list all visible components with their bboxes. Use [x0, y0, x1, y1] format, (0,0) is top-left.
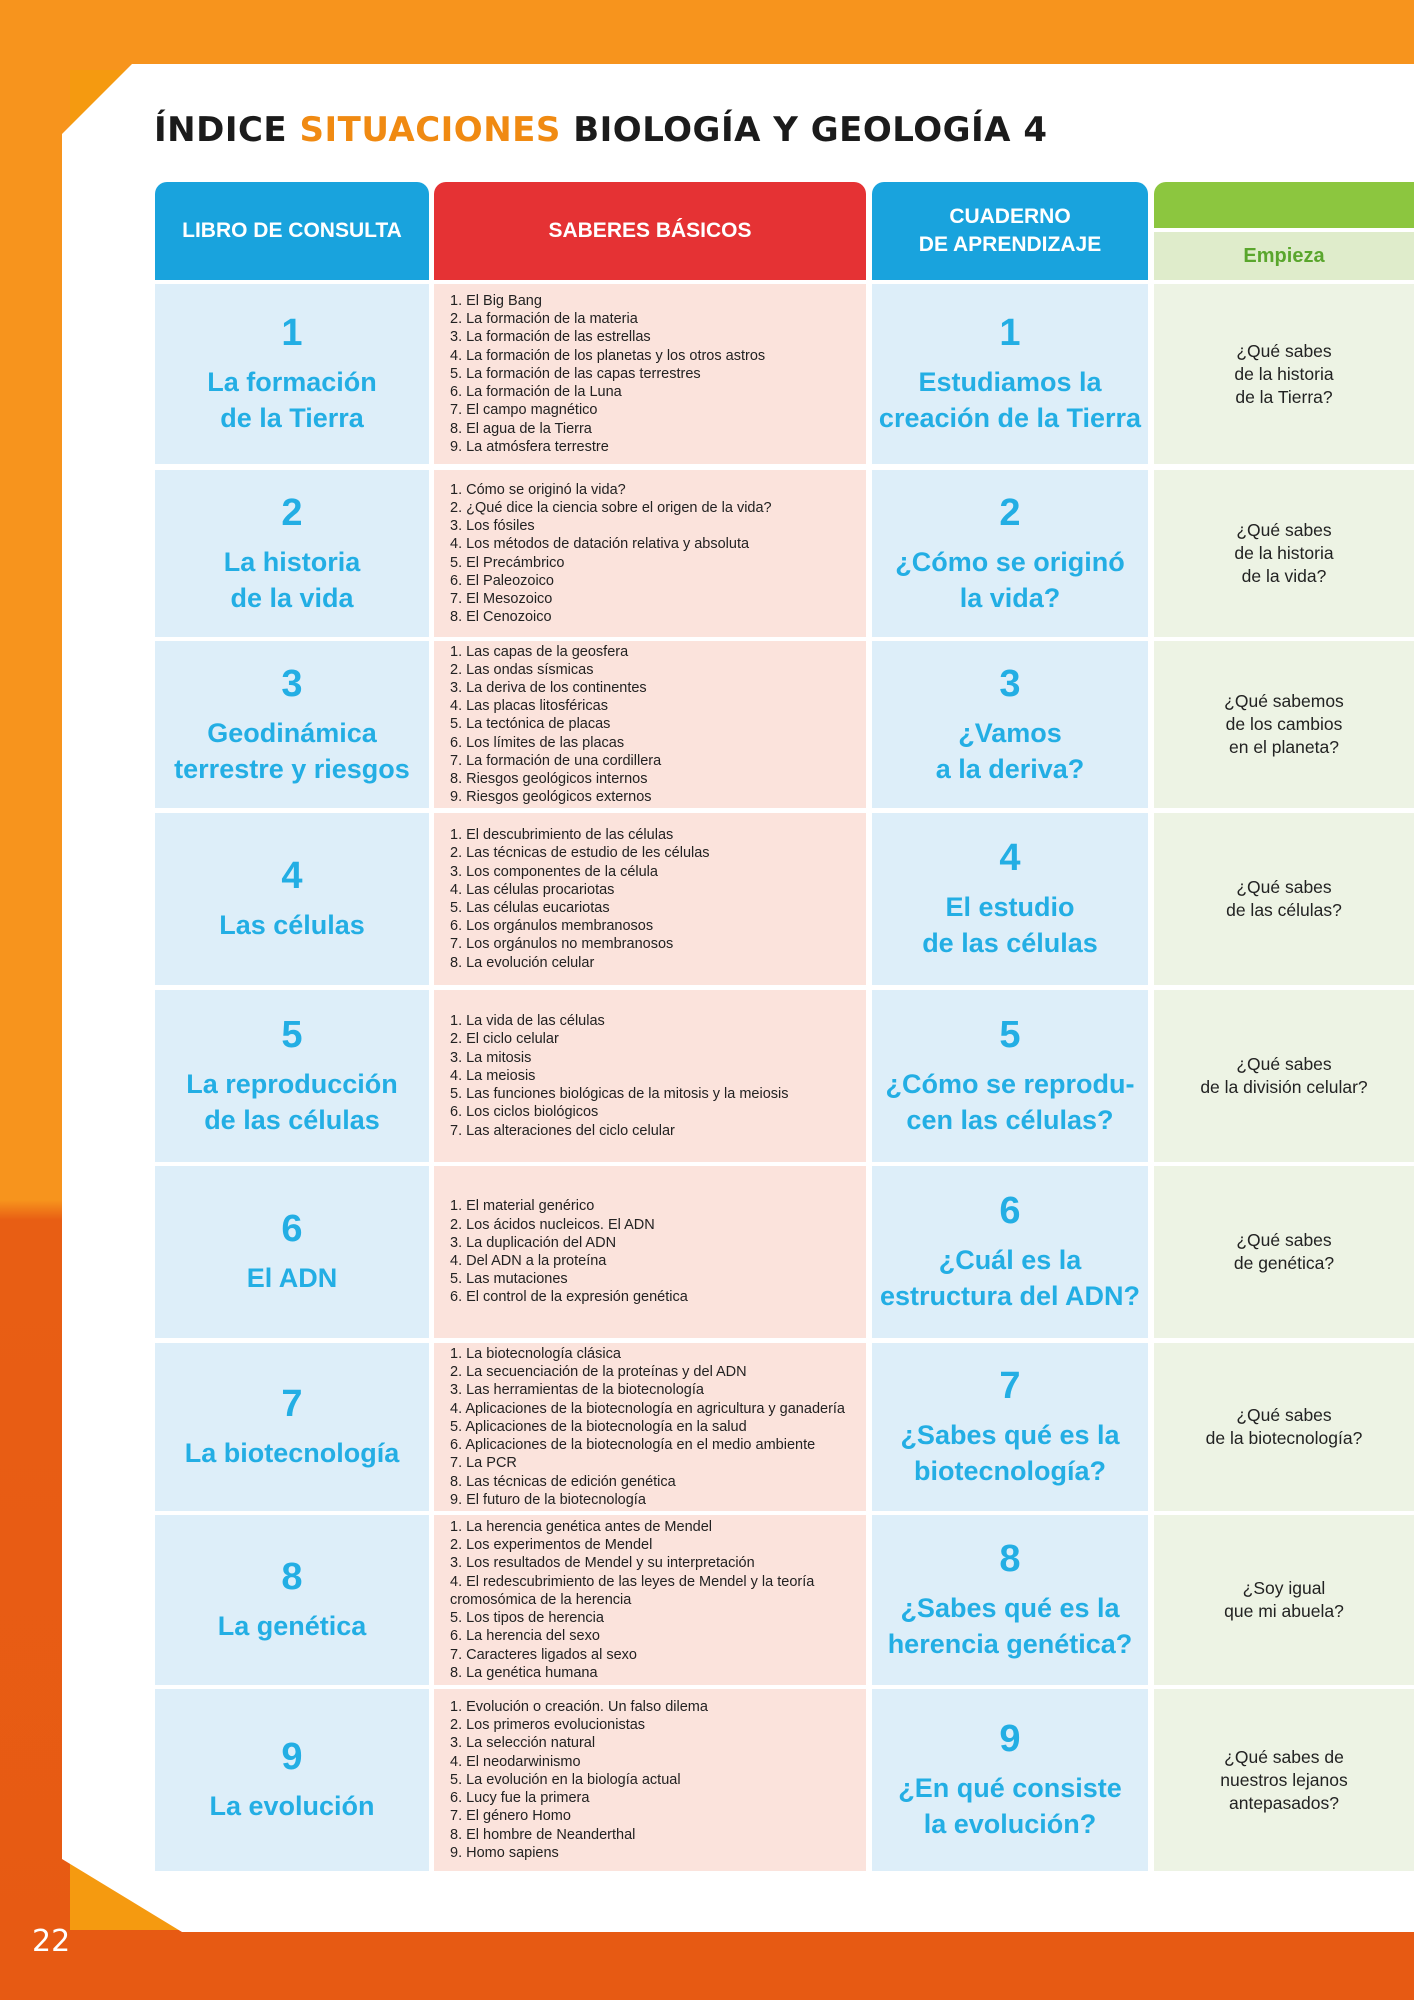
saber-item: 4. La formación de los planetas y los otros astros [450, 347, 766, 364]
empieza-question: ¿Qué sabes de nuestros lejanos antepasados? [1220, 1746, 1348, 1813]
saber-item: 4. El neodarwinismo [450, 1753, 581, 1770]
situation-title: ¿En qué consiste la evolución? [898, 1773, 1122, 1839]
unit-number: 5 [281, 1014, 303, 1056]
unit-title: La genética [217, 1611, 367, 1641]
table-row [155, 1343, 1414, 1511]
saber-item: 6. Los orgánulos membranosos [450, 918, 654, 935]
saberes-list [450, 1515, 860, 1685]
top-orange-band [0, 0, 1414, 70]
cuaderno-block [872, 990, 1148, 1162]
libro-block [155, 470, 429, 637]
table-row [155, 1166, 1414, 1338]
table-row [155, 641, 1414, 808]
cuaderno-block [872, 1515, 1148, 1685]
empieza-question: ¿Qué sabemos de los cambios en el planeta? [1224, 691, 1344, 757]
libro-cell [155, 1343, 429, 1511]
header-cuaderno-label: CUADERNO DE APRENDIZAJE [918, 205, 1102, 256]
empieza-question: ¿Soy igual que mi abuela? [1224, 1578, 1344, 1621]
situation-title: Estudiamos la creación de la Tierra [878, 367, 1142, 433]
saber-item: 5. Aplicaciones de la biotecnología en la salud [450, 1418, 747, 1435]
libro-block [155, 641, 429, 808]
saber-item: 6. El control de la expresión genética [450, 1289, 688, 1306]
saberes-cell [434, 470, 866, 637]
saber-item: 2. La secuenciación de la proteínas y del ADN [450, 1364, 747, 1381]
header-cuaderno [872, 182, 1148, 280]
cuaderno-cell [872, 1343, 1148, 1511]
saber-item: 2. Los experimentos de Mendel [450, 1537, 653, 1554]
saber-item: 7. Caracteres ligados al sexo [450, 1646, 637, 1663]
saber-item: 8. La genética humana [450, 1664, 598, 1681]
saber-item: 8. Las técnicas de edición genética [450, 1473, 676, 1490]
unit-title: Geodinámica terrestre y riesgos [174, 717, 410, 784]
unit-number: 7 [281, 1383, 303, 1425]
unit-title: La evolución [209, 1791, 375, 1821]
situation-number: 9 [999, 1718, 1021, 1760]
saberes-list [450, 990, 860, 1162]
saberes-list [450, 1343, 860, 1511]
saberes-list [450, 284, 860, 464]
libro-block [155, 990, 429, 1162]
unit-title: Las células [219, 910, 365, 940]
unit-number: 2 [281, 491, 303, 534]
unit-number: 1 [281, 312, 303, 354]
libro-cell [155, 1166, 429, 1338]
situation-title: ¿Cuál es la estructura del ADN? [879, 1245, 1141, 1311]
saber-item: 3. Los resultados de Mendel y su interpretación [450, 1555, 755, 1572]
cuaderno-cell [872, 1515, 1148, 1685]
saber-item: 3. Las herramientas de la biotecnología [450, 1382, 704, 1399]
saber-item: 4. Las placas litosféricas [450, 698, 608, 715]
saber-item: 9. Homo sapiens [450, 1844, 559, 1861]
situation-number: 3 [999, 662, 1021, 705]
left-orange-band [0, 0, 70, 2000]
saberes-cell [434, 284, 866, 464]
saber-item: 3. Los fósiles [450, 518, 535, 535]
saber-item: 1. El material genérico [450, 1198, 595, 1215]
situation-number: 6 [999, 1190, 1021, 1232]
title-part1: ÍNDICE [154, 110, 300, 150]
unit-title: El ADN [246, 1263, 338, 1293]
saber-item: 9. El futuro de la biotecnología [450, 1491, 646, 1508]
saber-item: 3. La duplicación del ADN [450, 1234, 617, 1251]
saber-item: 1. La herencia genética antes de Mendel [450, 1519, 712, 1536]
empieza-cell [1154, 284, 1414, 464]
saber-item: 7. Los orgánulos no membranosos [450, 936, 674, 953]
saberes-cell [434, 813, 866, 985]
saber-item: 5. Los tipos de herencia [450, 1610, 604, 1627]
saber-item: 5. Las funciones biológicas de la mitosis y la meiosis [450, 1086, 789, 1103]
situation-title: ¿Vamos a la deriva? [935, 717, 1085, 784]
table-row [155, 284, 1414, 464]
header-green-bar [1154, 182, 1414, 228]
situation-title: El estudio de las células [922, 892, 1098, 958]
header-libro-de-consulta: LIBRO DE CONSULTA [155, 182, 429, 280]
libro-block [155, 1515, 429, 1685]
saber-item: 7. La PCR [450, 1455, 517, 1472]
unit-number: 9 [281, 1736, 303, 1778]
unit-title: La historia de la vida [223, 546, 361, 613]
situation-number: 5 [999, 1014, 1021, 1056]
saberes-cell [434, 1343, 866, 1511]
saber-item: 6. Los ciclos biológicos [450, 1104, 599, 1121]
page-number: 22 [32, 1924, 71, 1959]
empieza-question: ¿Qué sabes de la biotecnología? [1205, 1405, 1363, 1448]
libro-cell [155, 990, 429, 1162]
unit-number: 3 [281, 662, 303, 705]
saberes-list [450, 1166, 860, 1338]
table-row [155, 990, 1414, 1162]
saberes-list [450, 1689, 860, 1871]
saberes-cell [434, 1166, 866, 1338]
saber-item: 8. Riesgos geológicos internos [450, 771, 648, 787]
saber-item: 2. Los primeros evolucionistas [450, 1717, 646, 1734]
table-row [155, 1515, 1414, 1685]
libro-cell [155, 470, 429, 637]
empieza-cell [1154, 990, 1414, 1162]
saber-item: 6. Aplicaciones de la biotecnología en el medio ambiente [450, 1437, 816, 1454]
saber-item: 4. El redescubrimiento de las leyes de Mendel y la teoría cromosómica de la herencia [450, 1573, 815, 1608]
saber-item: 1. Evolución o creación. Un falso dilema [450, 1699, 708, 1716]
cuaderno-cell [872, 284, 1148, 464]
saber-item: 7. La formación de una cordillera [450, 752, 662, 769]
unit-number: 4 [281, 855, 303, 897]
libro-block [155, 1166, 429, 1338]
saber-item: 7. El Mesozoico [450, 590, 553, 607]
empieza-question: ¿Qué sabes de genética? [1233, 1230, 1335, 1273]
saber-item: 2. Los ácidos nucleicos. El ADN [450, 1216, 655, 1233]
unit-number: 8 [281, 1556, 303, 1598]
saber-item: 6. El Paleozoico [450, 572, 554, 589]
saber-item: 5. El Precámbrico [450, 554, 565, 571]
saber-item: 7. El género Homo [450, 1808, 571, 1825]
table-row [155, 1689, 1414, 1871]
cuaderno-block [872, 641, 1148, 808]
saber-item: 8. El Cenozoico [450, 609, 552, 626]
saberes-list [450, 641, 860, 808]
saber-item: 5. Las células eucariotas [450, 900, 610, 916]
libro-cell [155, 641, 429, 808]
saber-item: 7. El campo magnético [450, 402, 598, 419]
cuaderno-block [872, 284, 1148, 464]
cuaderno-block [872, 1166, 1148, 1338]
saber-item: 1. Cómo se originó la vida? [450, 481, 626, 498]
saberes-cell [434, 1515, 866, 1685]
unit-number: 6 [281, 1208, 303, 1250]
saber-item: 9. La atmósfera terrestre [450, 438, 609, 455]
saber-item: 4. La meiosis [450, 1067, 536, 1084]
unit-title: La formación de la Tierra [207, 367, 377, 433]
empieza-question: ¿Qué sabes de la historia de la vida? [1234, 520, 1334, 586]
saber-item: 4. Del ADN a la proteína [450, 1253, 607, 1269]
empieza-cell [1154, 813, 1414, 985]
saber-item: 4. Los métodos de datación relativa y absoluta [450, 536, 750, 553]
saber-item: 5. La formación de las capas terrestres [450, 365, 701, 382]
saber-item: 1. El descubrimiento de las células [450, 827, 674, 844]
cuaderno-cell [872, 641, 1148, 808]
saber-item: 6. La formación de la Luna [450, 384, 622, 401]
table-row [155, 470, 1414, 637]
saber-item: 6. La herencia del sexo [450, 1628, 600, 1645]
empieza-cell [1154, 1689, 1414, 1871]
saber-item: 2. El ciclo celular [450, 1031, 559, 1048]
saberes-list [450, 813, 860, 985]
saber-item: 6. Los límites de las placas [450, 734, 625, 751]
saber-item: 6. Lucy fue la primera [450, 1790, 590, 1807]
bottom-orange-band [0, 1930, 1414, 2000]
cuaderno-cell [872, 990, 1148, 1162]
saberes-cell [434, 990, 866, 1162]
page-title [154, 110, 1047, 150]
cuaderno-block [872, 1689, 1148, 1871]
situation-number: 4 [999, 837, 1021, 879]
libro-cell [155, 1689, 429, 1871]
saber-item: 3. La mitosis [450, 1049, 532, 1066]
empieza-cell [1154, 641, 1414, 808]
cuaderno-cell [872, 813, 1148, 985]
empieza-cell [1154, 1166, 1414, 1338]
saber-item: 5. La evolución en la biología actual [450, 1771, 681, 1788]
saber-item: 8. El hombre de Neanderthal [450, 1826, 636, 1843]
saber-item: 3. La selección natural [450, 1735, 596, 1752]
saber-item: 9. Riesgos geológicos externos [450, 789, 652, 806]
saber-item: 2. ¿Qué dice la ciencia sobre el origen de la vida? [450, 499, 772, 516]
saber-item: 8. La evolución celular [450, 954, 595, 971]
table-row [155, 813, 1414, 985]
empieza-question: ¿Qué sabes de la historia de la Tierra? [1234, 340, 1334, 407]
unit-title: La biotecnología [184, 1438, 400, 1468]
saber-item: 3. Los componentes de la célula [450, 863, 658, 880]
header-empieza: Empieza [1154, 232, 1414, 280]
libro-cell [155, 284, 429, 464]
situation-number: 2 [999, 491, 1021, 534]
saber-item: 1. La biotecnología clásica [450, 1346, 621, 1363]
saber-item: 4. Las células procariotas [450, 881, 615, 898]
saber-item: 2. Las técnicas de estudio de les células [450, 845, 710, 862]
situation-title: ¿Sabes qué es la herencia genética? [887, 1593, 1133, 1659]
unit-title: La reproducción de las células [186, 1069, 398, 1135]
saber-item: 1. El Big Bang [450, 293, 542, 310]
saber-item: 2. La formación de la materia [450, 311, 638, 328]
saber-item: 1. Las capas de la geosfera [450, 643, 629, 660]
libro-block [155, 813, 429, 985]
saber-item: 1. La vida de las células [450, 1013, 605, 1030]
situation-number: 1 [999, 312, 1021, 354]
libro-cell [155, 813, 429, 985]
empieza-cell [1154, 1515, 1414, 1685]
situation-title: ¿Sabes qué es la biotecnología? [900, 1420, 1120, 1486]
saber-item: 4. Aplicaciones de la biotecnología en agricultura y ganadería [450, 1400, 845, 1417]
empieza-cell [1154, 1343, 1414, 1511]
header-saberes-basicos: SABERES BÁSICOS [434, 182, 866, 280]
saber-item: 7. Las alteraciones del ciclo celular [450, 1122, 675, 1139]
saber-item: 5. La tectónica de placas [450, 716, 611, 733]
saber-item: 2. Las ondas sísmicas [450, 661, 594, 678]
title-part2: BIOLOGÍA Y GEOLOGÍA 4 [560, 110, 1048, 150]
saber-item: 8. El agua de la Tierra [450, 420, 592, 437]
libro-block [155, 284, 429, 464]
cuaderno-cell [872, 470, 1148, 637]
libro-block [155, 1343, 429, 1511]
cuaderno-block [872, 813, 1148, 985]
empieza-cell [1154, 470, 1414, 637]
cuaderno-cell [872, 1166, 1148, 1338]
cuaderno-block [872, 1343, 1148, 1511]
situation-number: 7 [999, 1365, 1021, 1407]
situation-title: ¿Cómo se reprodu- cen las células? [885, 1069, 1135, 1135]
saber-item: 5. Las mutaciones [450, 1271, 568, 1288]
title-accent: SITUACIONES [299, 110, 561, 150]
empieza-question: ¿Qué sabes de la división celular? [1200, 1054, 1368, 1097]
saberes-cell [434, 1689, 866, 1871]
saberes-list [450, 470, 860, 637]
libro-block [155, 1689, 429, 1871]
saberes-cell [434, 641, 866, 808]
cuaderno-cell [872, 1689, 1148, 1871]
libro-cell [155, 1515, 429, 1685]
cuaderno-block [872, 470, 1148, 637]
situation-title: ¿Cómo se originó la vida? [895, 546, 1125, 613]
situation-number: 8 [999, 1538, 1021, 1580]
saber-item: 3. La formación de las estrellas [450, 329, 651, 346]
empieza-question: ¿Qué sabes de las células? [1226, 877, 1342, 920]
saber-item: 3. La deriva de los continentes [450, 679, 647, 696]
